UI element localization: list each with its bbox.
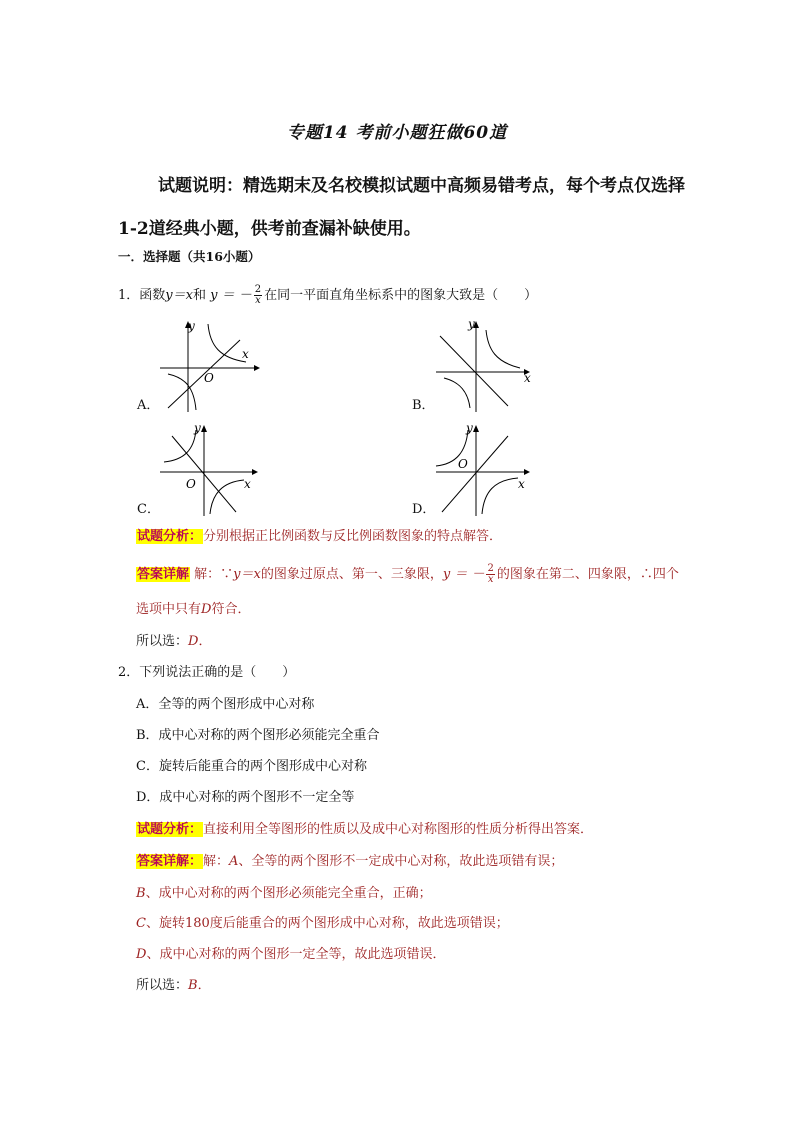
q2-answer	[136, 976, 211, 996]
q1-eq1: y＝x	[165, 288, 193, 303]
q1-and: 和	[192, 288, 206, 303]
detail-letter: D	[201, 602, 212, 617]
detail-text: 、成中心对称的两个图形必须能完全重合，正确；	[145, 886, 432, 901]
q2-option-d: D．成中心对称的两个图形不一定全等	[136, 790, 355, 805]
detail-letter: B	[136, 886, 146, 901]
detail-fraction	[486, 564, 494, 585]
q1-pre: 1．函数	[118, 288, 166, 303]
origin-label: O	[204, 371, 214, 385]
detail-text: 、成中心对称的两个图形一定全等，故此选项错误．	[146, 947, 446, 962]
y-axis-label: y	[466, 421, 473, 435]
detail-text: 符合．	[211, 602, 251, 617]
option-c-label: C．	[137, 502, 160, 517]
x-axis-label: x	[242, 347, 249, 361]
graph-option-c	[160, 420, 260, 516]
origin-label: O	[186, 477, 196, 491]
page-title: 专题14 考前小题狂做60道	[286, 123, 508, 143]
fraction-numerator: 2	[254, 284, 262, 295]
y-axis-label: y	[468, 317, 475, 331]
graph-option-d	[432, 420, 536, 516]
option-d-label: D．	[412, 502, 436, 517]
q1-post: 在同一平面直角坐标系中的图象大致是（ ）	[264, 288, 538, 303]
q1-fraction	[254, 285, 262, 306]
question-2-stem: 2．下列说法正确的是（ ）	[118, 665, 296, 680]
detail-badge: 答案详解：	[137, 854, 203, 869]
section-heading: 一．选择题（共16小题）	[118, 249, 261, 264]
y-axis-label: y	[194, 421, 201, 435]
answer-prefix: 所以选：	[136, 978, 189, 993]
q2-option-a: A．全等的两个图形成中心对称	[136, 697, 315, 712]
x-axis-label: x	[244, 477, 251, 491]
detail-text: 选项中只有	[136, 602, 202, 617]
q2-analysis	[136, 820, 593, 840]
q1-answer	[136, 632, 211, 652]
answer-prefix: 所以选：	[136, 634, 189, 649]
detail-eq: y ＝ －	[442, 567, 485, 582]
graph-option-b	[432, 316, 536, 412]
y-axis-label: y	[188, 319, 195, 333]
x-axis-label: x	[518, 477, 525, 491]
origin-label: O	[458, 457, 468, 471]
q2-detail-line-a	[136, 852, 563, 872]
q2-detail-line-b	[136, 884, 432, 904]
detail-text: 、全等的两个图形不一定成中心对称，故此选项错有误；	[238, 854, 564, 869]
option-a-label: A．	[137, 398, 160, 413]
detail-letter: A	[229, 854, 239, 869]
detail-letter: D	[136, 947, 147, 962]
q1-eq2: y ＝ －	[210, 288, 252, 303]
q2-detail-line-c	[136, 914, 509, 934]
fraction-numerator: 2	[487, 563, 494, 574]
detail-text: 、旋转180度后能重合的两个图形成中心对称，故此选项错误；	[145, 916, 509, 931]
option-b-label: B．	[412, 398, 435, 413]
q2-option-b: B．成中心对称的两个图形必须能完全重合	[136, 728, 380, 743]
fraction-denominator: x	[487, 574, 494, 585]
detail-text: 的图象在第二、四象限，∴四个	[496, 567, 679, 582]
detail-text: 解：∵	[194, 567, 234, 582]
detail-eq: y＝x	[233, 567, 261, 582]
analysis-text: 分别根据正比例函数与反比例函数图象的特点解答．	[203, 529, 503, 544]
answer-letter: D	[188, 634, 199, 649]
detail-text: 的图象过原点、第一、三象限，	[260, 567, 443, 582]
graph-option-a	[160, 316, 260, 412]
analysis-badge: 试题分析：	[137, 529, 203, 544]
analysis-text: 直接利用全等图形的性质以及成中心对称图形的性质分析得出答案．	[203, 822, 594, 837]
q1-detail-line-1	[136, 564, 679, 585]
x-axis-label: x	[524, 371, 531, 385]
fraction-denominator: x	[255, 295, 261, 306]
analysis-badge: 试题分析：	[137, 822, 203, 837]
answer-suffix: ．	[197, 978, 211, 993]
answer-letter: B	[188, 978, 198, 993]
q1-detail-line-2	[136, 600, 250, 620]
q2-detail-line-d	[136, 945, 445, 965]
intro-paragraph: 试题说明：精选期末及名校模拟试题中高频易错考点，每个考点仅选择1-2道经典小题，供考前查漏补缺使用。	[118, 176, 685, 239]
q1-analysis	[136, 527, 502, 547]
detail-badge: 答案详解	[137, 567, 190, 582]
detail-letter: C	[136, 916, 146, 931]
answer-suffix: ．	[198, 634, 212, 649]
question-1-stem	[118, 285, 537, 306]
q2-option-c: C．旋转后能重合的两个图形成中心对称	[136, 759, 367, 774]
detail-prefix: 解：	[203, 854, 230, 869]
